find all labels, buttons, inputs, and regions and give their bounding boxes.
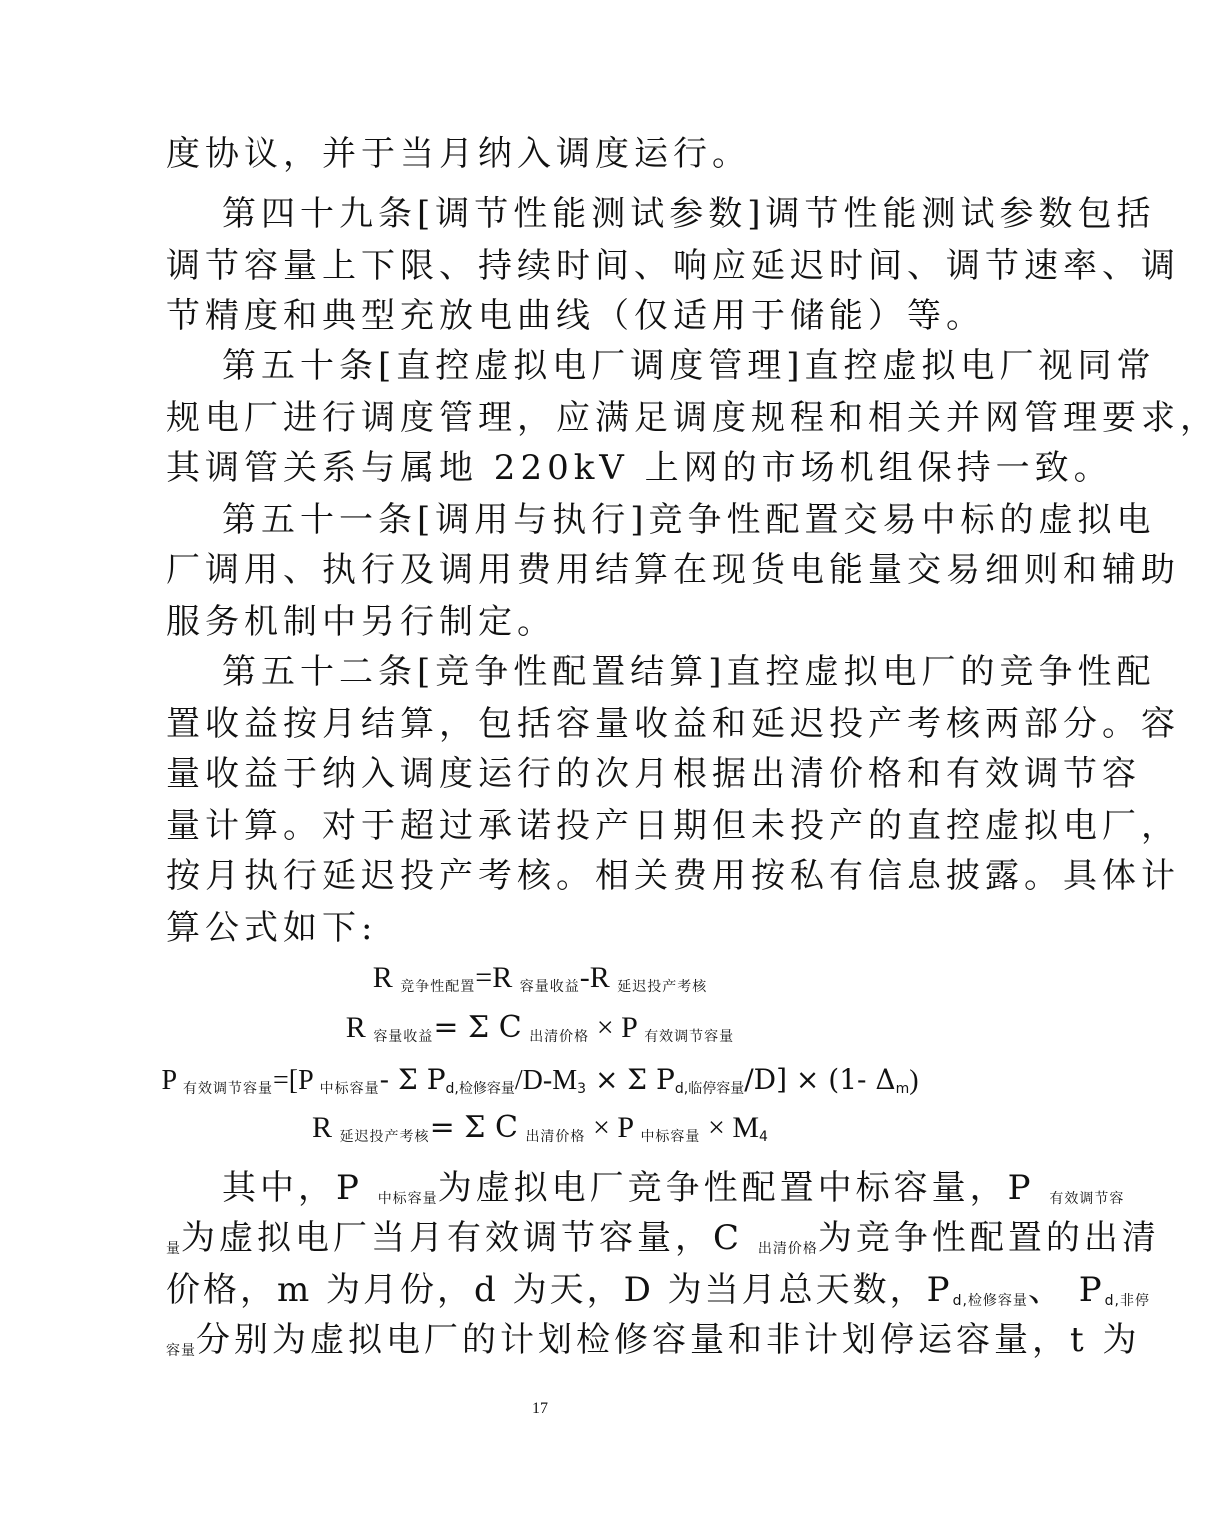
paragraph-line: 节精度和典型充放电曲线（仅适用于储能）等。 <box>166 296 985 336</box>
formula-3: P $_{有效调节容量}$=[P $_{中标容量}$- Σ Pd,检修容量/D-M3 × Σ Pd,临停容量/D] × (1- Δm) <box>161 1063 919 1097</box>
paragraph-line: 按月执行延迟投产考核。相关费用按私有信息披露。具体计 <box>166 856 1180 896</box>
paragraph-line: 量计算。对于超过承诺投产日期但未投产的直控虚拟电厂， <box>166 806 1180 846</box>
paragraph-line: 量收益于纳入调度运行的次月根据出清价格和有效调节容 <box>166 754 1141 794</box>
paragraph-line: 算公式如下: <box>166 908 378 948</box>
paragraph-line: $_量$为虚拟电厂当月有效调节容量，C $_{出清价格}$为竞争性配置的出清 <box>166 1218 1160 1258</box>
paragraph-line: 第五十二条[竞争性配置结算]直控虚拟电厂的竞争性配 <box>222 652 1156 692</box>
paragraph-line: 其中，P $_{中标容量}$为虚拟电厂竞争性配置中标容量，P $_{有效调节容}$ <box>222 1168 1125 1208</box>
formula-4: R $_{延迟投产考核}$= Σ C $_{出清价格}$ × P $_{中标容量}$ × M4 <box>312 1110 768 1145</box>
paragraph-line: 服务机制中另行制定。 <box>166 602 556 642</box>
paragraph-line: 调节容量上下限、持续时间、响应延迟时间、调节速率、调 <box>166 246 1180 286</box>
paragraph-line: 厂调用、执行及调用费用结算在现货电能量交易细则和辅助 <box>166 550 1180 590</box>
page-number: 17 <box>532 1400 548 1417</box>
paragraph-line: 第五十一条[调用与执行]竞争性配置交易中标的虚拟电 <box>222 500 1156 540</box>
paragraph-line: 价格，m 为月份，d 为天，D 为当月总天数，$P_{d,检修容量}$、 $P_{d,非停}$ <box>166 1270 1150 1310</box>
paragraph-line: 其调管关系与属地 220kV 上网的市场机组保持一致。 <box>166 448 1113 488</box>
paragraph-line: 第五十条[直控虚拟电厂调度管理]直控虚拟电厂视同常 <box>222 346 1156 386</box>
paragraph-line: 度协议，并于当月纳入调度运行。 <box>166 134 751 174</box>
paragraph-line: 第四十九条[调节性能测试参数]调节性能测试参数包括 <box>222 194 1156 234</box>
formula-2: R $_{容量收益}$= Σ C $_{出清价格}$ × P $_{有效调节容量}$ <box>345 1010 735 1045</box>
paragraph-line: 置收益按月结算，包括容量收益和延迟投产考核两部分。容 <box>166 704 1180 744</box>
paragraph-line: $_{容量}$分别为虚拟电厂的计划检修容量和非计划停运容量，t 为 <box>166 1320 1141 1360</box>
paragraph-line: 规电厂进行调度管理，应满足调度规程和相关并网管理要求， <box>166 398 1219 438</box>
formula-1: R $_{竞争性配置}$=R $_{容量收益}$-R $_{延迟投产考核}$ <box>372 961 708 995</box>
